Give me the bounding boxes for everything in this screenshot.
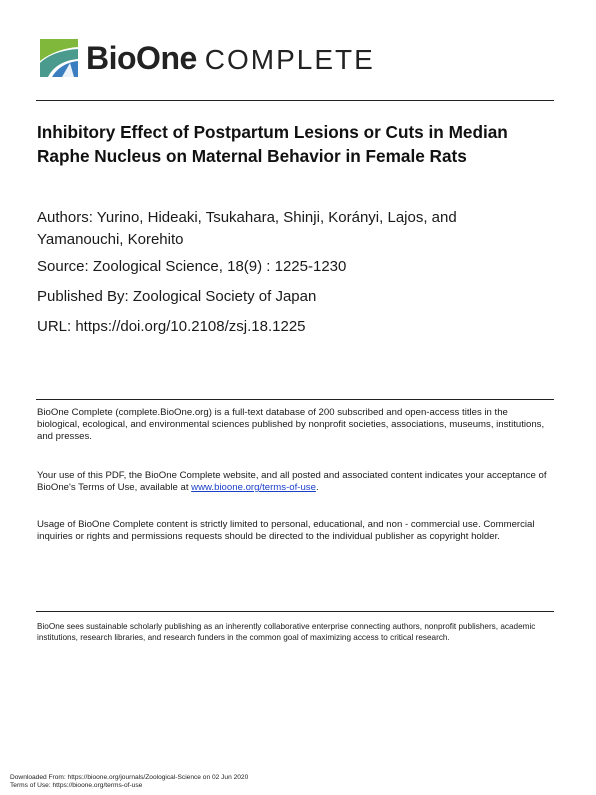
article-source: Source: Zoological Science, 18(9) : 1225-1230 [37,258,347,275]
usage-notice: Usage of BioOne Complete content is strictly limited to personal, educational, and non - commercial use. Commercial inquiries or rights and permissions requests should be directed to the individual publisher as copyright holder. [37,519,535,542]
terms-of-use-footer: Terms of Use: https://bioone.org/terms-of-use [10,782,143,789]
article-title: Inhibitory Effect of Postpartum Lesions or Cuts in Median Raphe Nucleus on Maternal Behavior in Female Rats [37,122,508,166]
article-authors: Authors: Yurino, Hideaki, Tsukahara, Shinji, Korányi, Lajos, and Yamanouchi, Korehito [37,209,457,248]
logo-product: COMPLETE [204,44,375,75]
bioone-leaf-icon [40,39,78,77]
mission-statement: BioOne sees sustainable scholarly publishing as an inherently collaborative enterprise connecting authors, nonprofit publishers, academic institutions, research libraries, and research funders in the common goal of maximizing access to critical research. [37,622,536,642]
terms-prefix: Your use of this PDF, the BioOne Complete website, and all posted and associated content indicates your acceptance of BioOne's Terms of Use, available at [37,470,547,493]
bioone-complete-logo [40,38,375,78]
header-divider [36,100,554,101]
article-publisher: Published By: Zoological Society of Japan [37,288,317,305]
terms-suffix: . [315,482,319,493]
notice-divider-top [36,399,554,400]
logo-wordmark [86,42,375,74]
logo-brand: BioOne [86,40,197,76]
terms-notice [37,470,549,494]
notice-divider-bottom [36,611,554,612]
terms-of-use-link[interactable]: www.bioone.org/terms-of-use [191,482,316,493]
article-url[interactable]: URL: https://doi.org/10.2108/zsj.18.1225 [37,318,306,335]
download-info: Downloaded From: https://bioone.org/journals/Zoological-Science on 02 Jun 2020 [10,774,249,781]
database-notice: BioOne Complete (complete.BioOne.org) is a full-text database of 200 subscribed and open-access titles in the biological, ecological, and environmental sciences published by nonprofit societies, associations, museums, institutions, and presses. [37,407,545,442]
